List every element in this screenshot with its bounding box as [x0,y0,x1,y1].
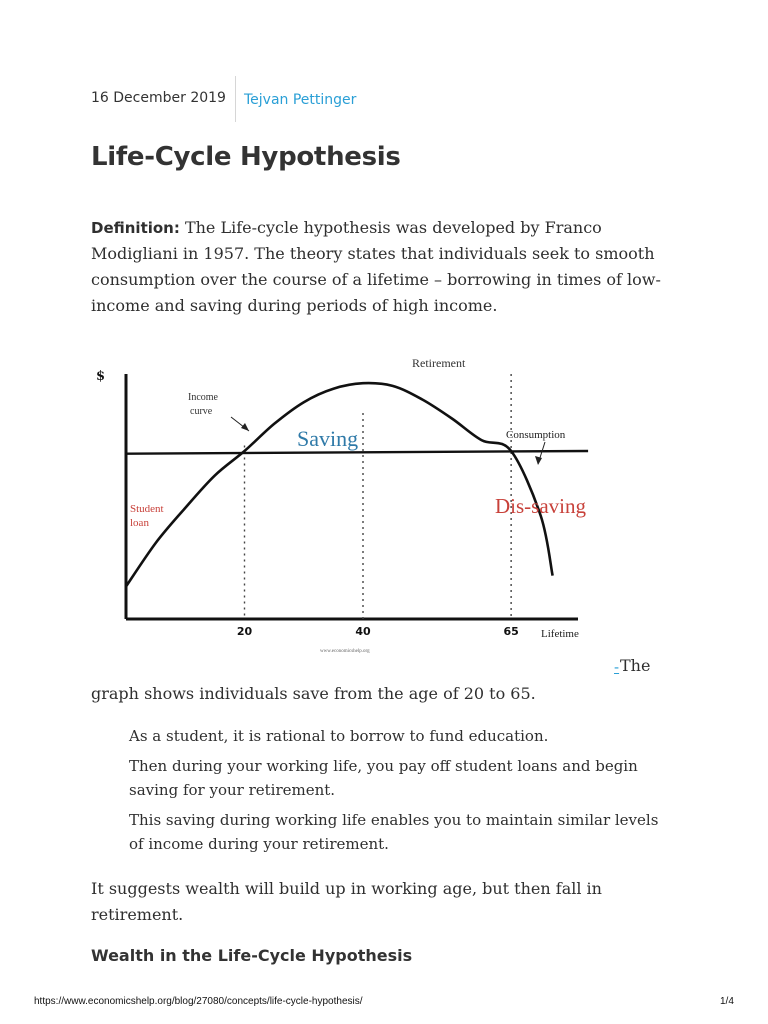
x-tick-label: 65 [503,625,519,638]
consumption-arrowhead [535,456,542,465]
definition-text: The Life-cycle hypothesis was developed by Franco Modigliani in 1957. The theory states that individuals seek to smooth consumption over the course of a lifetime – borrowing in times of low-income and saving during periods of high income. [91,218,661,315]
x-tick-label: 40 [355,625,371,638]
meta-divider [235,76,236,122]
saving-label: Saving [297,426,359,451]
key-points-list [129,724,669,862]
definition-paragraph [91,215,671,319]
x-tick-label: 20 [236,625,253,638]
page-number: 1/4 [720,996,734,1007]
publish-date: 16 December 2019 [91,90,226,106]
definition-label: Definition: [91,219,180,237]
graph-description: graph shows individuals save from the age of 20 to 65. [91,684,536,703]
retirement-label: Retirement [412,356,466,370]
footer-url[interactable]: https://www.economicshelp.org/blog/27080/concepts/life-cycle-hypothesis/ [34,996,363,1007]
list-item: This saving during working life enables you to maintain similar levels of income during your retirement. [129,811,659,853]
income-curve-label: Income curve [188,392,218,417]
list-item: Then during your working life, you pay off student loans and begin saving for your retirement. [129,757,638,799]
dissaving-label: Dis-saving [495,494,586,518]
x-axis-label: Lifetime [541,628,579,640]
consumption-label: Consumption [506,429,566,441]
y-axis-label: $ [96,369,106,384]
consumption-line [126,451,588,454]
section-heading: Wealth in the Life-Cycle Hypothesis [91,946,413,965]
summary-paragraph: It suggests wealth will build up in working age, but then fall in retirement. [91,879,602,924]
inline-link[interactable]: - [614,658,620,676]
page-title: Life-Cycle Hypothesis [91,142,401,172]
after-chart-lead: The [620,656,651,675]
life-cycle-chart [90,348,600,658]
list-item: As a student, it is rational to borrow to fund education. [129,727,549,745]
watermark: www.economicshelp.org [320,649,370,654]
student-loan-label: Student loan [130,503,164,529]
author-link[interactable]: Tejvan Pettinger [244,92,357,108]
income-curve-arrowhead [241,423,249,431]
